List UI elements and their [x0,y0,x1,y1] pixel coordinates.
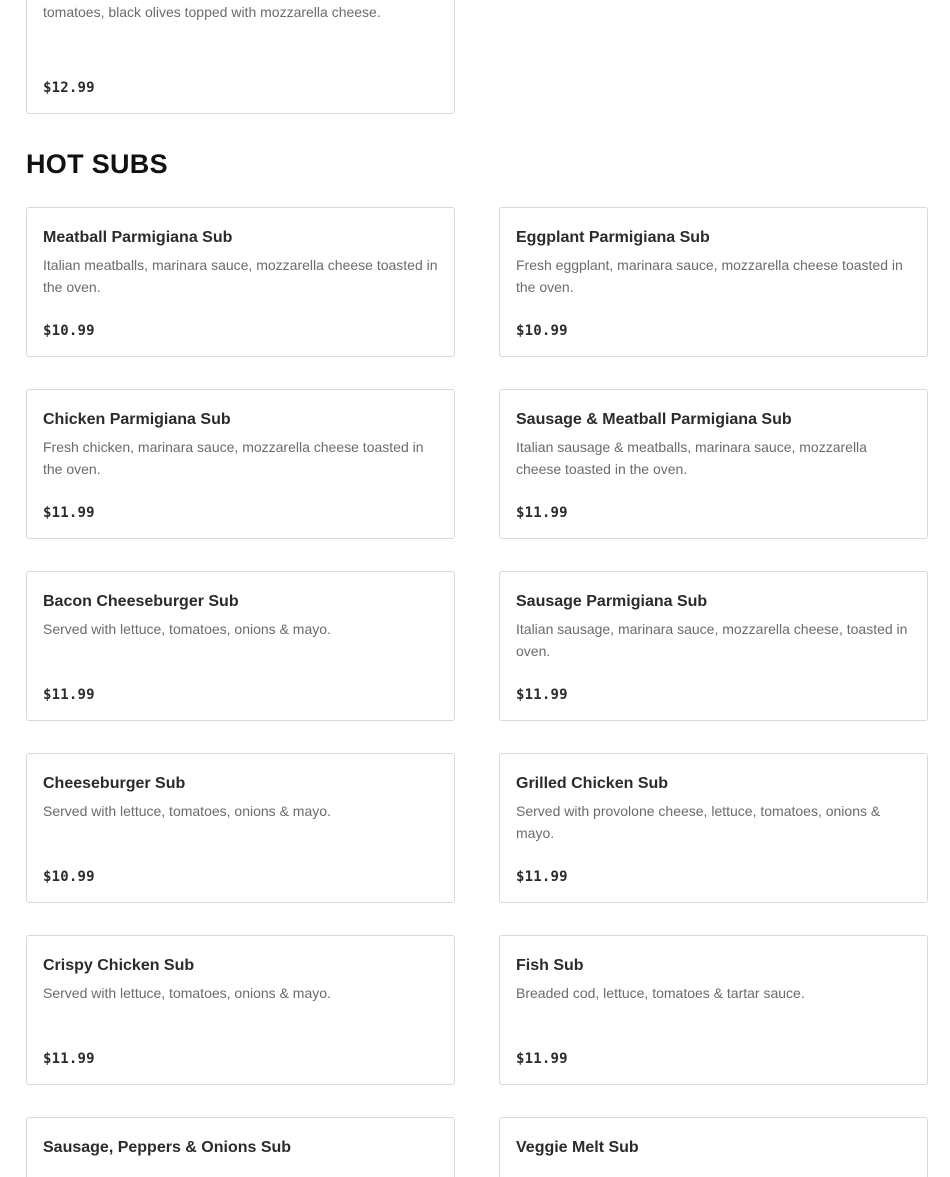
item-price: $10.99 [43,323,95,339]
item-price: $12.99 [43,80,95,96]
item-name: Crispy Chicken Sub [43,957,195,974]
menu-item-card[interactable] [26,1117,455,1177]
menu-item-card[interactable] [26,389,455,539]
menu-item-card[interactable] [499,753,928,903]
item-price: $10.99 [516,323,568,339]
item-description: Fresh eggplant, marinara sauce, mozzarella cheese toasted in the oven. [516,257,903,295]
menu-item-card[interactable] [26,0,455,114]
menu-content [26,0,928,1177]
menu-item-card[interactable] [499,1117,928,1177]
item-description: Breaded cod, lettuce, tomatoes & tartar sauce. [516,985,805,1001]
item-name: Fish Sub [516,957,584,974]
menu-item-card[interactable] [499,935,928,1085]
item-description: Served with provolone cheese, lettuce, tomatoes, onions & mayo. [516,803,881,841]
item-description: Italian sausage, marinara sauce, mozzarella cheese, toasted in oven. [516,621,908,659]
item-description: Italian sausage & meatballs, marinara sauce, mozzarella cheese toasted in the oven. [516,439,867,477]
menu-item-card[interactable] [499,571,928,721]
item-description: Fresh chicken, marinara sauce, mozzarella cheese toasted in the oven. [43,439,424,477]
item-price: $10.99 [43,869,95,885]
item-description: Italian meatballs, marinara sauce, mozzarella cheese toasted in the oven. [43,257,438,295]
item-name: Sausage & Meatball Parmigiana Sub [516,411,792,428]
item-price: $11.99 [516,1051,568,1067]
hot-subs-grid [26,207,928,1177]
item-name: Sausage Parmigiana Sub [516,593,708,610]
menu-item-card[interactable] [26,935,455,1085]
item-price: $11.99 [516,869,568,885]
item-name: Eggplant Parmigiana Sub [516,229,710,246]
previous-section-grid [26,0,928,114]
item-name: Meatball Parmigiana Sub [43,229,233,246]
menu-item-card[interactable] [499,389,928,539]
menu-item-card[interactable] [26,571,455,721]
section-title-hot-subs: HOT SUBS [26,149,168,179]
item-description: Served with lettuce, tomatoes, onions & mayo. [43,803,331,819]
item-name: Sausage, Peppers & Onions Sub [43,1139,292,1156]
item-name: Chicken Parmigiana Sub [43,411,231,428]
item-name: Veggie Melt Sub [516,1139,639,1156]
menu-item-card[interactable] [26,753,455,903]
item-description: Served with lettuce, tomatoes, onions & mayo. [43,621,331,637]
item-price: $11.99 [516,687,568,703]
menu-item-card[interactable] [499,207,928,357]
item-description: Served with lettuce, tomatoes, onions & mayo. [43,985,331,1001]
item-price: $11.99 [43,687,95,703]
item-name: Bacon Cheeseburger Sub [43,593,239,610]
item-price: $11.99 [43,1051,95,1067]
item-name: Grilled Chicken Sub [516,775,669,792]
item-description: tomatoes, black olives topped with mozzarella cheese. [43,4,381,20]
item-name: Cheeseburger Sub [43,775,186,792]
item-price: $11.99 [516,505,568,521]
empty-grid-cell [499,0,928,114]
item-price: $11.99 [43,505,95,521]
menu-item-card[interactable] [26,207,455,357]
